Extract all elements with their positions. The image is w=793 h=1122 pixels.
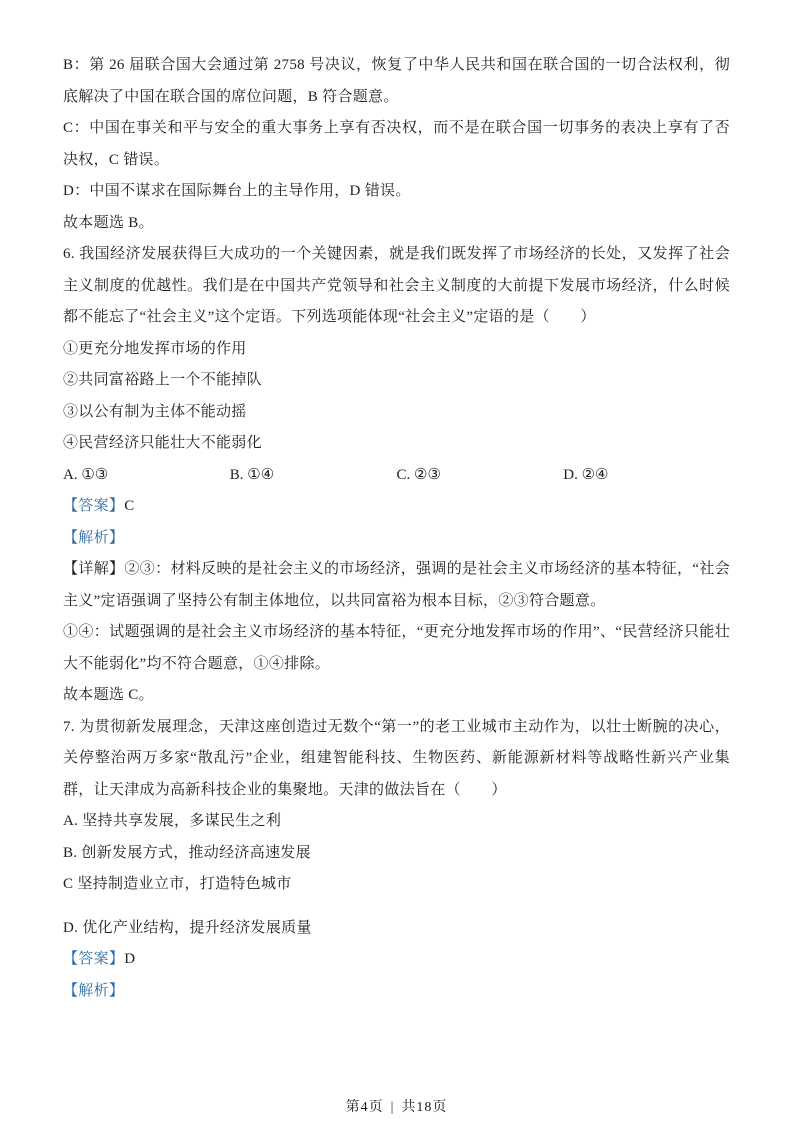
q6-answer-line — [63, 491, 730, 523]
q5-option-d-explanation: D：中国不谋求在国际舞台上的主导作用，D 错误。 — [63, 183, 411, 199]
q6-detail-label: 【详解】 — [63, 561, 125, 577]
document-content — [63, 50, 730, 1007]
page-footer — [0, 1096, 793, 1116]
q6-analysis-line — [63, 523, 730, 555]
q6-conclusion: 故本题选 C。 — [63, 687, 154, 703]
q6-option-a: A. ①③ — [63, 466, 109, 483]
q6-answer-label: 【答案】 — [63, 498, 125, 514]
q7-option-a: A. 坚持共享发展，多谋民生之利 — [63, 813, 282, 829]
footer-separator: | — [390, 1100, 395, 1115]
q7-stem: 7. 为贯彻新发展理念，天津这座创造过无数个“第一”的老工业城市主动作为，以壮士断腕的决心，关停整治两万多家“散乱污”企业，组建智能科技、生物医药、新能源新材料等战略性新兴产业集群，让天津成为高新科技企业的集聚地。天津的做法旨在（ ） — [63, 718, 730, 798]
q5-option-b-explanation: B：第 26 届联合国大会通过第 2758 号决议，恢复了中华人民共和国在联合国的一切合法权利，彻底解决了中国在联合国的席位问题，B 符合题意。 — [63, 57, 730, 105]
footer-page-number: 第4页 — [345, 1100, 384, 1115]
q6-detail-text-1: ②③：材料反映的是社会主义的市场经济，强调的是社会主义市场经济的基本特征，“社会主义”定语强调了坚持公有制主体地位，以共同富裕为根本目标，②③符合题意。 — [63, 561, 730, 609]
q7-option-c: C 坚持制造业立市，打造特色城市 — [63, 876, 292, 892]
q7-option-d: D. 优化产业结构，提升经济发展质量 — [63, 919, 312, 936]
q6-statement-3: ③以公有制为主体不能动摇 — [63, 403, 247, 420]
q7-analysis-label: 【解析】 — [63, 982, 125, 999]
q6-statement-4: ④民营经济只能壮大不能弱化 — [63, 435, 262, 451]
q6-stem: 6. 我国经济发展获得巨大成功的一个关键因素，就是我们既发挥了市场经济的长处，又发挥了社会主义制度的优越性。我们是在中国共产党领导和社会主义制度的大前提下发展市场经济，什么时候都不能忘了“社会主义”这个定语。下列选项能体现“社会主义”定语的是（ ） — [63, 246, 730, 325]
q6-analysis-label: 【解析】 — [63, 529, 125, 546]
q6-detail-paragraph-2: ①④：试题强调的是社会主义市场经济的基本特征，“更充分地发挥市场的作用”、“民营经济只能壮大不能弱化”均不符合题意，①④排除。 — [63, 624, 730, 672]
q6-statement-2: ②共同富裕路上一个不能掉队 — [63, 372, 262, 388]
q6-detail-paragraph-1 — [63, 554, 730, 617]
q7-option-b: B. 创新发展方式，推动经济高速发展 — [63, 844, 311, 861]
q6-option-b: B. ①④ — [229, 466, 275, 483]
q6-options-row — [63, 460, 730, 492]
q7-answer-label: 【答案】 — [63, 951, 125, 967]
q5-conclusion: 故本题选 B。 — [63, 214, 154, 231]
q7-answer-value: D — [124, 951, 136, 967]
q6-option-d: D. ②④ — [563, 466, 609, 483]
q6-option-c: C. ②③ — [396, 466, 441, 483]
q7-analysis-line — [63, 976, 730, 1008]
q6-answer-value: C — [124, 498, 135, 514]
q7-answer-line — [63, 944, 730, 976]
q5-option-c-explanation: C：中国在事关和平与安全的重大事务上享有否决权，而不是在联合国一切事务的表决上享有了否决权，C 错误。 — [63, 120, 730, 168]
footer-page-total: 共18页 — [401, 1100, 448, 1115]
q6-statement-1: ①更充分地发挥市场的作用 — [63, 340, 247, 357]
